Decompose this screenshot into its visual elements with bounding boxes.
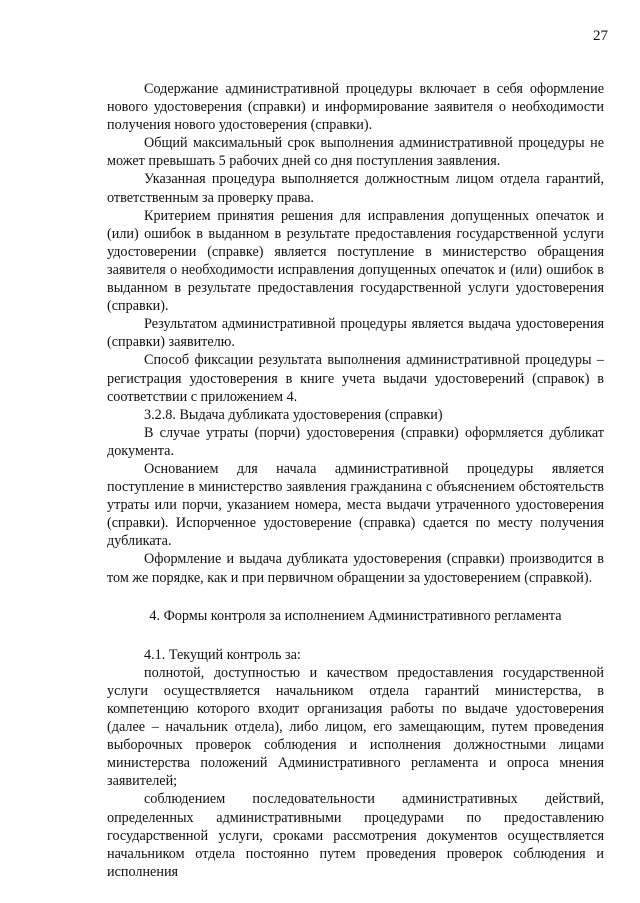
subsection-title: 4.1. Текущий контроль за:	[144, 646, 301, 663]
paragraph: Содержание административной процедуры включает в себя оформление нового удостоверения (справки) и информирование заявителя о необходимости получения нового удостоверения (справки).	[107, 81, 604, 134]
paragraph: Основанием для начала административной процедуры является поступление в министерство заявления гражданина с объяснением обстоятельств утраты или порчи, указанием номера, места выдачи утраченного удостоверения (справки). Испорченное удостоверение (справка) сдается по месту получения дубликата.	[107, 460, 604, 550]
document-body	[107, 80, 604, 881]
paragraph: Оформление и выдача дубликата удостоверения (справки) производится в том же порядке, как и при первичном обращении за удостоверением (справкой).	[107, 551, 604, 586]
paragraph: соблюдением последовательности административных действий, определенных административными процедурами по предоставлению государственной услуги, сроками рассмотрения документов осуществляется начальником отдела постоянно путем проведения проверок соблюдения и исполнения	[107, 791, 604, 880]
paragraph: полнотой, доступностью и качеством предоставления государственной услуги осуществляется начальником отдела гарантий министерства, в компетенцию которого входит организация работы по выдаче удостоверения (далее – начальник отдела), либо лицом, его замещающим, путем проведения выборочных проверок соблюдения и исполнения должностными лицами министерства положений Административного регламента и опроса мнения заявителей;	[107, 664, 604, 790]
paragraph: Общий максимальный срок выполнения административной процедуры не может превышать 5 рабочих дней со дня поступления заявления.	[107, 135, 604, 170]
paragraph: Указанная процедура выполняется должностным лицом отдела гарантий, ответственным за проверку права.	[107, 171, 604, 206]
subsection-title: 3.2.8. Выдача дубликата удостоверения (справки)	[144, 406, 443, 423]
paragraph: Критерием принятия решения для исправления допущенных опечаток и (или) ошибок в выданном в результате предоставления государственной услуги удостоверении (справке) является поступление в министерство обращения заявителя о необходимости исправления допущенных опечаток и (или) ошибок в выданном в результате предоставления государственной услуги удостоверения (справки).	[107, 207, 604, 315]
paragraph: В случае утраты (порчи) удостоверения (справки) оформляется дубликат документа.	[107, 424, 604, 459]
paragraph: Результатом административной процедуры является выдача удостоверения (справки) заявителю.	[107, 316, 604, 351]
page-number: 27	[593, 28, 608, 44]
section-heading: 4. Формы контроля за исполнением Административного регламента	[149, 607, 562, 624]
paragraph: Способ фиксации результата выполнения административной процедуры – регистрация удостоверения в книге учета выдачи удостоверений (справок) в соответствии с приложением 4.	[107, 352, 604, 405]
